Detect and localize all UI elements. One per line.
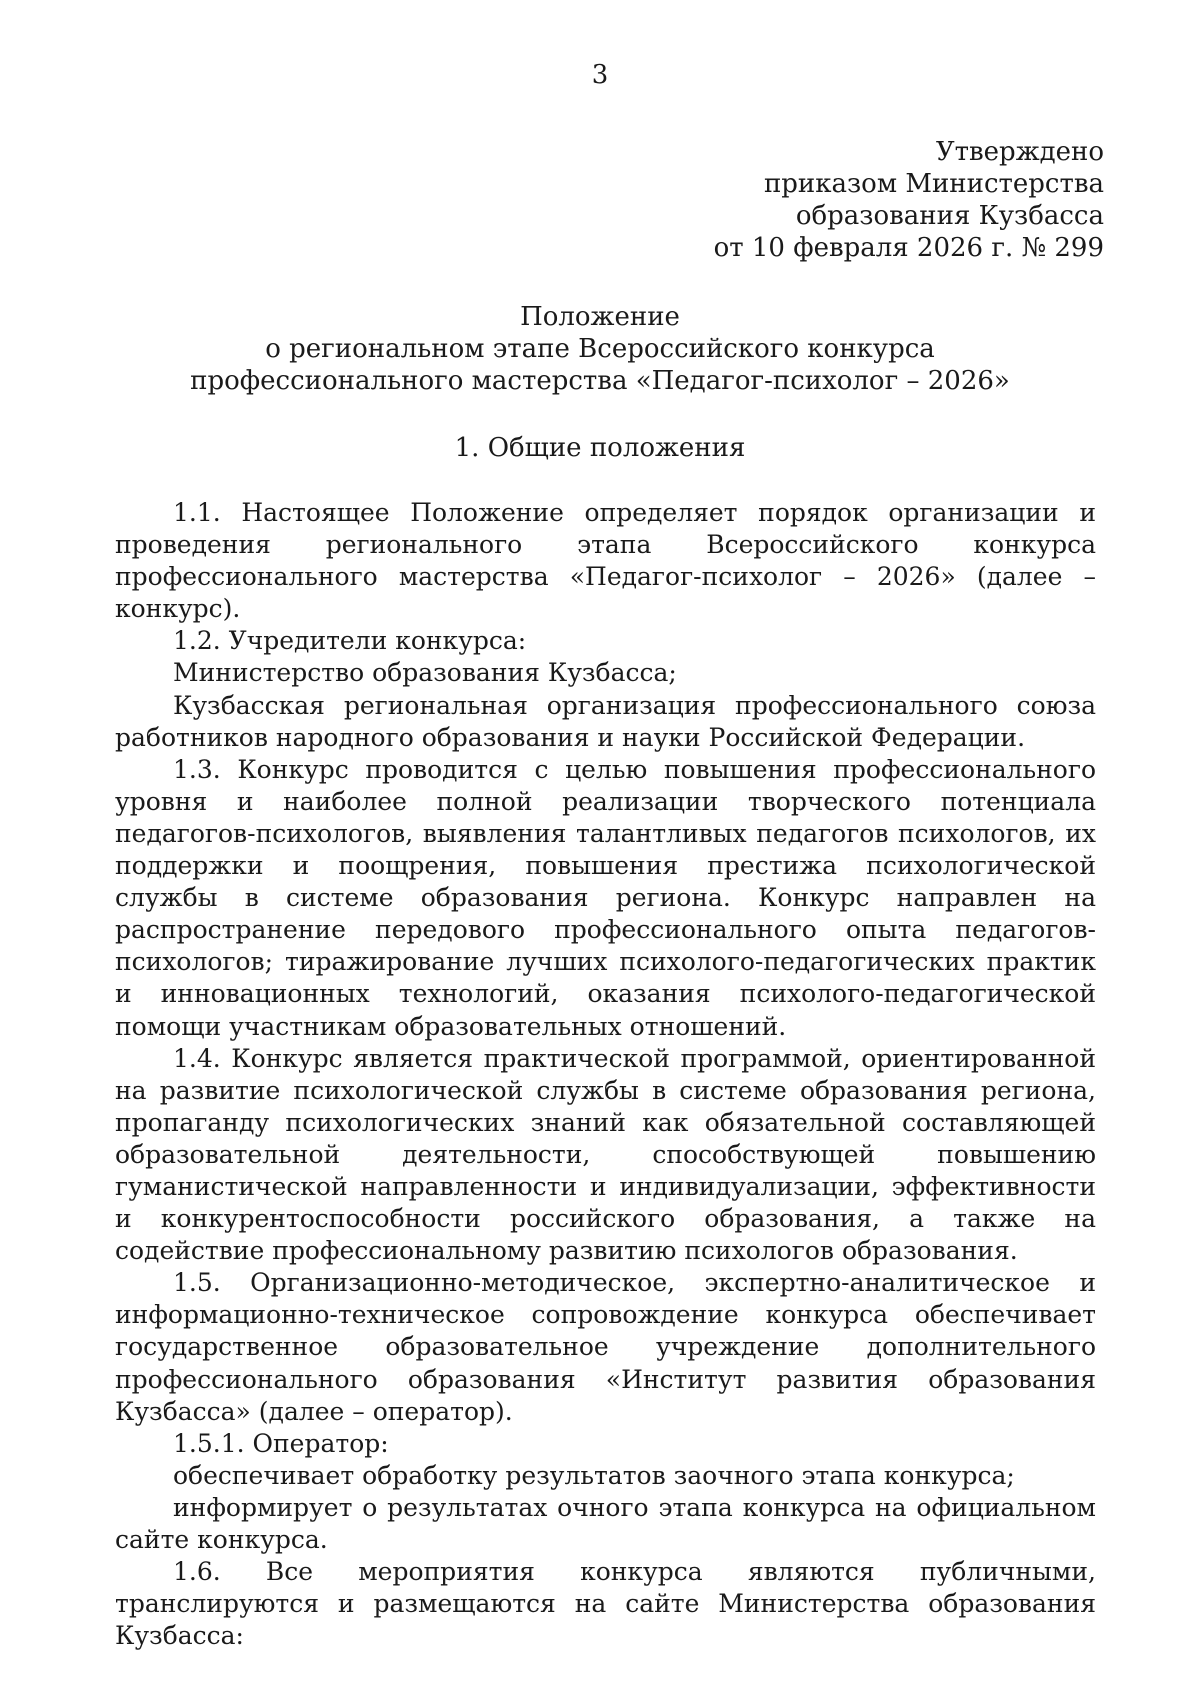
title-line-3: профессионального мастерства «Педагог-психолог – 2026»	[190, 366, 1010, 396]
paragraph-1-2: 1.2. Учредители конкурса:	[173, 626, 527, 656]
paragraph-1-4: 1.4. Конкурс является практической программой, ориентированной на развитие психологической службы в системе образования региона, пропаганду психологических знаний как обязательной составляющей образовательной деятельности, способствующей повышению гуманистической направленности и индивидуализации, эффективности и конкурентоспособности российского образования, а также на содействие профессиональному развитию психологов образования.	[115, 1043, 1096, 1266]
approval-line-date-number: от 10 февраля 2026 г. № 299	[713, 233, 1104, 263]
section-heading: 1. Общие положения	[454, 433, 746, 463]
paragraph-1-5: 1.5. Организационно-методическое, экспертно-аналитическое и информационно-техническое сопровождение конкурса обеспечивает государственное образовательное учреждение дополнительного профессионального образования «Институт развития образования Кузбасса» (далее – оператор).	[115, 1268, 1096, 1426]
paragraph-1-6: 1.6. Все мероприятия конкурса являются публичными, транслируются и размещаются на сайте Министерства образования Кузбасса:	[115, 1557, 1096, 1651]
paragraph-1-1: 1.1. Настоящее Положение определяет порядок организации и проведения регионального этапа Всероссийского конкурса профессионального мастерства «Педагог-психолог – 2026» (далее – конкурс).	[115, 498, 1096, 624]
paragraph-1-5-1-item-b: информирует о результатах очного этапа конкурса на официальном сайте конкурса.	[115, 1492, 1096, 1554]
page-number: 3	[591, 60, 609, 90]
paragraph-1-2-founder-union: Кузбасская региональная организация профессионального союза работников народного образования и науки Российской Федерации.	[115, 690, 1096, 752]
paragraph-1-2-founder-ministry: Министерство образования Кузбасса;	[173, 658, 677, 688]
paragraph-1-3: 1.3. Конкурс проводится с целью повышения профессионального уровня и наиболее полной реализации творческого потенциала педагогов-психологов, выявления талантливых педагогов психологов, их поддержки и поощрения, повышения престижа психологической службы в системе образования региона. Конкурс направлен на распространение передового профессионального опыта педагогов-психологов; тиражирование лучших психолого-педагогических практик и инновационных технологий, оказания психолого-педагогической помощи участникам образовательных отношений.	[115, 754, 1096, 1041]
paragraph-1-5-1-item-a: обеспечивает обработку результатов заочного этапа конкурса;	[173, 1460, 1015, 1490]
title-line-1: Положение	[520, 302, 680, 332]
approval-line-approved: Утверждено	[935, 137, 1104, 167]
paragraph-1-5-1: 1.5.1. Оператор:	[173, 1428, 389, 1458]
approval-line-ministry: образования Кузбасса	[795, 201, 1104, 231]
approval-line-order: приказом Министерства	[763, 169, 1104, 199]
title-line-2: о региональном этапе Всероссийского конкурса	[265, 334, 935, 364]
document-body	[115, 497, 1096, 1652]
document-title	[0, 301, 1200, 397]
approval-stamp-block	[714, 136, 1104, 264]
